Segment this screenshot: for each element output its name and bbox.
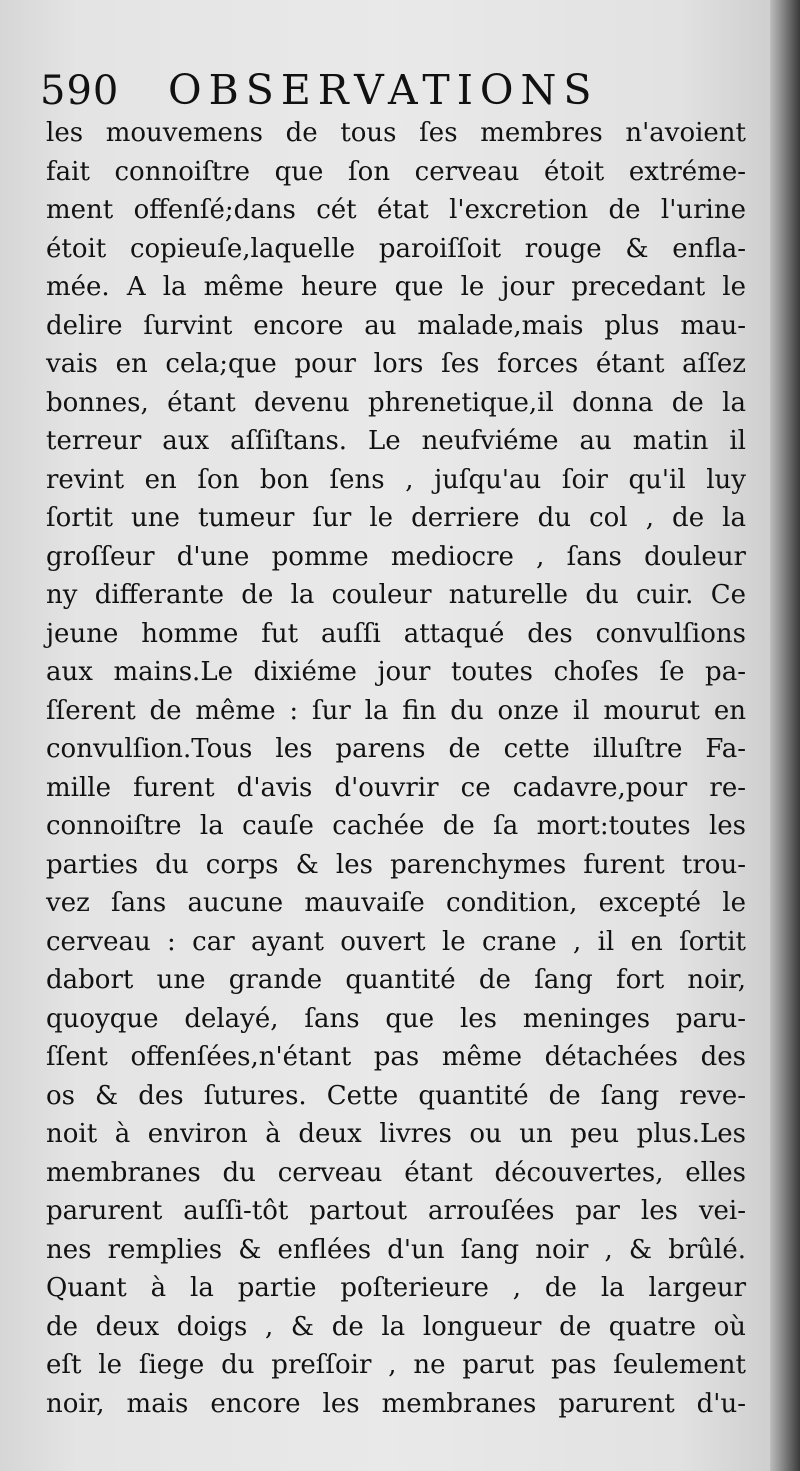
text-line-27: noit à environ à deux livres ou un peu plus.Les <box>46 1119 746 1149</box>
text-line-2: fait connoiſtre que ſon cerveau étoit extréme- <box>46 156 746 187</box>
text-line-30: nes remplies & enflées d'un ſang noir , & brûlé. <box>46 1234 746 1265</box>
text-line-8: bonnes, étant devenu phrenetique,il donna de la <box>46 387 746 418</box>
text-line-22: cerveau : car ayant ouvert le crane , il en ſortit <box>46 926 746 957</box>
text-line-10: revint en ſon bon ſens , juſqu'au ſoir qu'il luy <box>46 464 746 495</box>
body-text <box>46 114 746 1423</box>
text-line-6: delire ſurvint encore au malade,mais plus mau- <box>46 310 746 341</box>
text-line-7: vais en cela;que pour lors ſes forces étant aſſez <box>46 349 746 379</box>
text-line-17: convulſion.Tous les parens de cette illuſtre Fa- <box>46 734 746 764</box>
text-line-28: membranes du cerveau étant découvertes, elles <box>46 1157 746 1188</box>
text-line-33: eſt le ſiege du preſſoir , ne parut pas ſeulement <box>46 1350 746 1380</box>
text-line-15: aux mains.Le dixiéme jour toutes choſes ſe pa- <box>46 657 746 687</box>
running-head: OBSERVATIONS <box>168 66 599 114</box>
text-line-11: ſortit une tumeur ſur le derriere du col , de la <box>46 503 746 533</box>
text-line-13: ny differante de la couleur naturelle du cuir. Ce <box>46 580 746 610</box>
text-line-12: groſſeur d'une pomme mediocre , ſans douleur <box>46 541 746 572</box>
text-line-23: dabort une grande quantité de ſang fort noir, <box>46 965 746 995</box>
text-line-19: connoiſtre la cauſe cachée de ſa mort:toutes les <box>46 811 746 841</box>
text-line-21: vez ſans aucune mauvaiſe condition, excepté le <box>46 888 746 918</box>
text-line-29: parurent auſſi-tôt partout arrouſées par les vei- <box>46 1196 746 1226</box>
text-line-32: de deux doigs , & de la longueur de quatre où <box>46 1311 746 1342</box>
text-line-16: ſſerent de même : ſur la fin du onze il mourut en <box>46 695 746 726</box>
text-line-3: ment offenſé;dans cét état l'excretion de l'urine <box>46 195 746 225</box>
text-line-25: ſſent offenſées,n'étant pas même détachées des <box>46 1042 746 1072</box>
text-line-5: mée. A la même heure que le jour precedant le <box>46 272 746 302</box>
text-line-9: terreur aux aſſiſtans. Le neufviéme au matin il <box>46 426 746 456</box>
text-line-34: noir, mais encore les membranes parurent d'u- <box>46 1388 746 1419</box>
page-header <box>40 60 740 120</box>
text-line-24: quoyque delayé, ſans que les meninges paru- <box>46 1003 746 1034</box>
text-line-18: mille furent d'avis d'ouvrir ce cadavre,pour re- <box>46 772 746 803</box>
page-edge-shadow <box>770 0 800 1471</box>
text-line-4: étoit copieuſe,laquelle paroiſſoit rouge & enfla- <box>46 233 746 264</box>
text-line-14: jeune homme fut auſſi attaqué des convulſions <box>46 618 746 649</box>
text-line-1: les mouvemens de tous ſes membres n'avoient <box>46 118 746 148</box>
text-line-31: Quant à la partie poſterieure , de la largeur <box>46 1273 746 1303</box>
page-number: 590 <box>40 68 120 114</box>
text-line-26: os & des ſutures. Cette quantité de ſang reve- <box>46 1080 746 1111</box>
text-line-20: parties du corps & les parenchymes furent trou- <box>46 849 746 880</box>
